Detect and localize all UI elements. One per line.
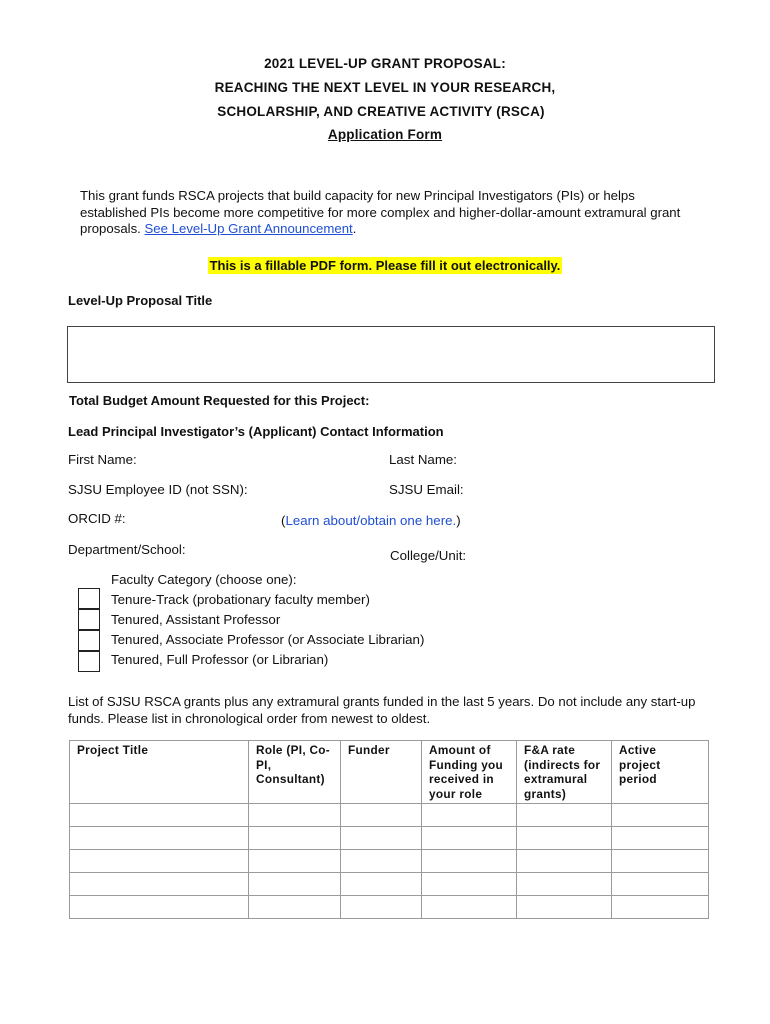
table-row bbox=[70, 873, 709, 896]
table-cell[interactable] bbox=[70, 827, 249, 850]
col-fa-rate: F&A rate (indirects for extramural grants) bbox=[517, 741, 612, 804]
fillable-notice bbox=[0, 258, 770, 273]
table-cell[interactable] bbox=[422, 896, 517, 919]
orcid-help bbox=[281, 513, 461, 528]
college-label: College/Unit: bbox=[390, 548, 467, 563]
table-cell[interactable] bbox=[612, 896, 709, 919]
orcid-paren-open: ( bbox=[281, 513, 286, 528]
fillable-notice-text: This is a fillable PDF form. Please fill it out electronically. bbox=[209, 258, 561, 273]
table-cell[interactable] bbox=[422, 850, 517, 873]
table-cell[interactable] bbox=[612, 827, 709, 850]
table-cell[interactable] bbox=[70, 896, 249, 919]
table-cell[interactable] bbox=[422, 827, 517, 850]
table-cell[interactable] bbox=[517, 804, 612, 827]
employee-id-label: SJSU Employee ID (not SSN): bbox=[68, 482, 248, 497]
table-cell[interactable] bbox=[249, 827, 341, 850]
table-row bbox=[70, 804, 709, 827]
proposal-title-label: Level-Up Proposal Title bbox=[68, 293, 213, 308]
orcid-label: ORCID #: bbox=[68, 511, 126, 526]
contact-heading: Lead Principal Investigator’s (Applicant) Contact Information bbox=[68, 424, 444, 439]
option-tenured-associate: Tenured, Associate Professor (or Associate Librarian) bbox=[111, 632, 425, 647]
table-cell[interactable] bbox=[341, 850, 422, 873]
table-row bbox=[70, 827, 709, 850]
table-cell[interactable] bbox=[517, 873, 612, 896]
col-role: Role (PI, Co-PI, Consultant) bbox=[249, 741, 341, 804]
table-row bbox=[70, 896, 709, 919]
table-cell[interactable] bbox=[517, 827, 612, 850]
form-subtitle: Application Form bbox=[327, 127, 443, 142]
table-cell[interactable] bbox=[341, 896, 422, 919]
checkbox-tenured-full[interactable] bbox=[78, 651, 100, 672]
col-amount: Amount of Funding you received in your role bbox=[422, 741, 517, 804]
table-cell[interactable] bbox=[612, 850, 709, 873]
intro-period: . bbox=[352, 221, 357, 236]
header-line-3: SCHOLARSHIP, AND CREATIVE ACTIVITY (RSCA) bbox=[217, 104, 545, 119]
table-cell[interactable] bbox=[422, 804, 517, 827]
intro-text: This grant funds RSCA projects that build capacity for new Principal Investigators (PIs) or helps established PIs become more competitive for more complex and higher-dollar-amount extramural grant proposals. bbox=[80, 188, 681, 236]
table-cell[interactable] bbox=[517, 850, 612, 873]
table-cell[interactable] bbox=[70, 873, 249, 896]
col-active-period: Active project period bbox=[612, 741, 709, 804]
option-tenure-track: Tenure-Track (probationary faculty member) bbox=[111, 592, 370, 607]
grants-intro: List of SJSU RSCA grants plus any extramural grants funded in the last 5 years. Do not include any start-up funds. Please list in chronological order from newest to oldest. bbox=[68, 694, 696, 726]
option-tenured-assistant: Tenured, Assistant Professor bbox=[111, 612, 281, 627]
intro-paragraph bbox=[80, 188, 700, 238]
table-cell[interactable] bbox=[341, 804, 422, 827]
orcid-link[interactable]: Learn about/obtain one here. bbox=[285, 513, 457, 528]
checkbox-tenured-assistant[interactable] bbox=[78, 609, 100, 630]
last-name-label: Last Name: bbox=[389, 452, 457, 467]
proposal-title-field[interactable] bbox=[67, 326, 715, 383]
header-line-2: REACHING THE NEXT LEVEL IN YOUR RESEARCH, bbox=[214, 80, 556, 95]
table-cell[interactable] bbox=[341, 873, 422, 896]
orcid-paren-close: ) bbox=[456, 513, 461, 528]
table-cell[interactable] bbox=[422, 873, 517, 896]
col-funder: Funder bbox=[341, 741, 422, 804]
table-cell[interactable] bbox=[249, 873, 341, 896]
checkbox-tenure-track[interactable] bbox=[78, 588, 100, 609]
col-project-title: Project Title bbox=[70, 741, 249, 804]
table-cell[interactable] bbox=[341, 827, 422, 850]
table-cell[interactable] bbox=[612, 804, 709, 827]
table-cell[interactable] bbox=[249, 804, 341, 827]
table-cell[interactable] bbox=[517, 896, 612, 919]
checkbox-tenured-associate[interactable] bbox=[78, 630, 100, 651]
announcement-link[interactable]: See Level-Up Grant Announcement bbox=[144, 221, 353, 236]
option-tenured-full: Tenured, Full Professor (or Librarian) bbox=[111, 652, 329, 667]
header-line-1: 2021 LEVEL-UP GRANT PROPOSAL: bbox=[264, 56, 506, 71]
table-row bbox=[70, 850, 709, 873]
table-cell[interactable] bbox=[249, 896, 341, 919]
table-header-row bbox=[70, 741, 709, 804]
department-label: Department/School: bbox=[68, 542, 186, 557]
grants-table bbox=[69, 740, 709, 919]
email-label: SJSU Email: bbox=[389, 482, 464, 497]
faculty-category-heading: Faculty Category (choose one): bbox=[111, 572, 297, 587]
table-cell[interactable] bbox=[70, 850, 249, 873]
first-name-label: First Name: bbox=[68, 452, 137, 467]
table-cell[interactable] bbox=[70, 804, 249, 827]
budget-label: Total Budget Amount Requested for this Project: bbox=[69, 393, 370, 408]
table-cell[interactable] bbox=[612, 873, 709, 896]
table-cell[interactable] bbox=[249, 850, 341, 873]
